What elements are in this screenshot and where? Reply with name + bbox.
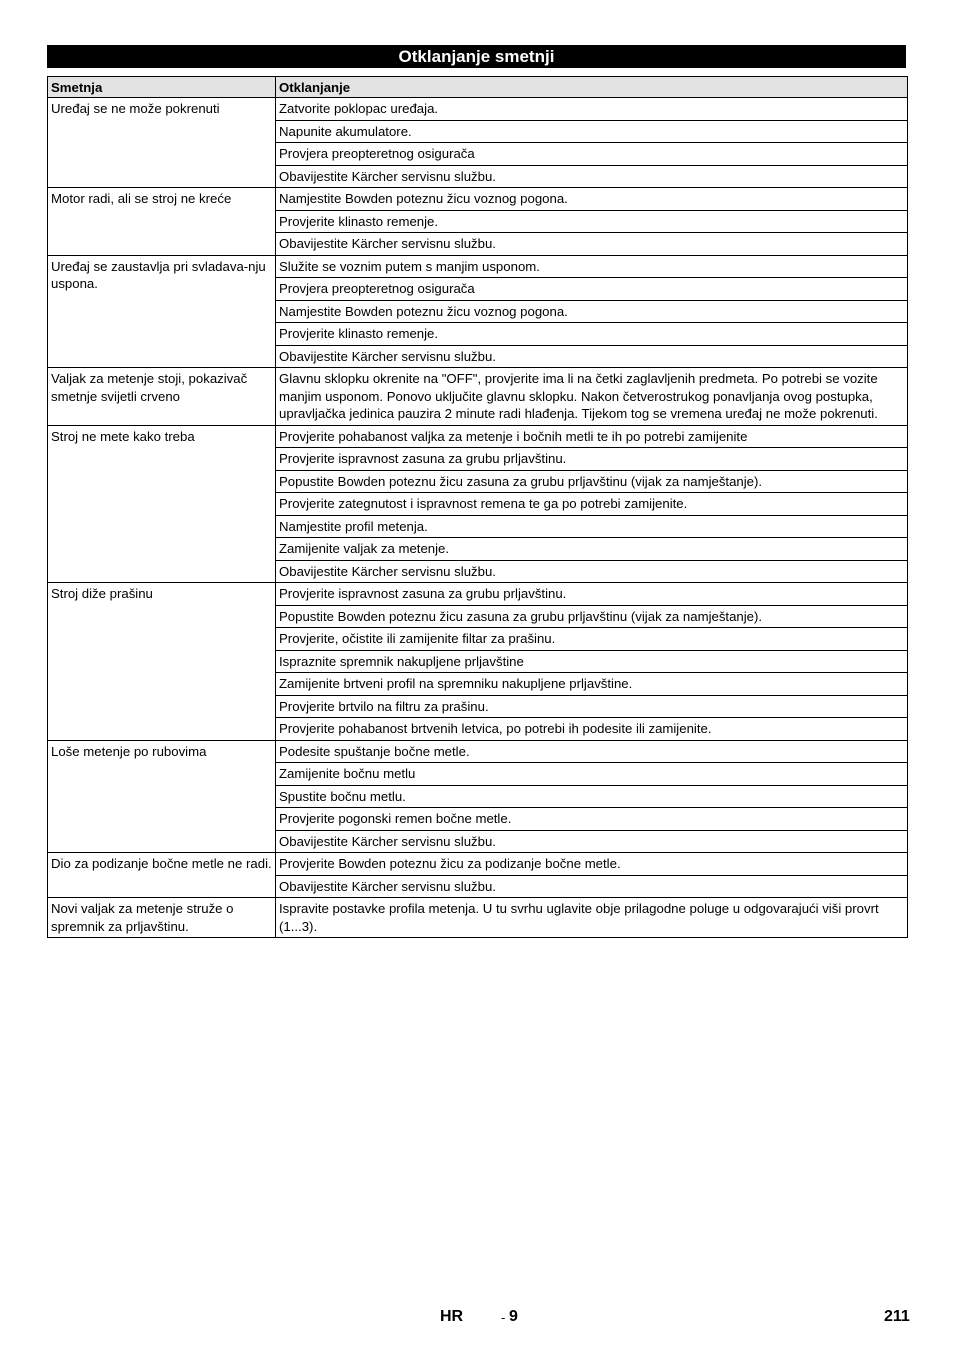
remedy-cell: Provjerite Bowden poteznu žicu za podizanje bočne metle.	[276, 853, 908, 876]
remedy-cell: Obavijestite Kärcher servisnu službu.	[276, 875, 908, 898]
fault-cell: Stroj ne mete kako treba	[48, 425, 276, 583]
table-row	[48, 583, 908, 606]
remedy-cell: Podesite spuštanje bočne metle.	[276, 740, 908, 763]
remedy-cell: Zamijenite valjak za metenje.	[276, 538, 908, 561]
footer-page-number: 211	[884, 1308, 910, 1325]
footer-section-page: 9	[509, 1308, 518, 1325]
remedy-cell: Provjerite brtvilo na filtru za prašinu.	[276, 695, 908, 718]
remedy-cell: Provjerite pogonski remen bočne metle.	[276, 808, 908, 831]
remedy-cell: Obavijestite Kärcher servisnu službu.	[276, 345, 908, 368]
remedy-cell: Provjerite ispravnost zasuna za grubu prljavštinu.	[276, 583, 908, 606]
table-row	[48, 740, 908, 763]
footer-separator: -	[501, 1310, 506, 1325]
fault-cell: Novi valjak za metenje struže o spremnik za prljavštinu.	[48, 898, 276, 938]
fault-cell: Stroj diže prašinu	[48, 583, 276, 741]
remedy-cell: Glavnu sklopku okrenite na "OFF", provjerite ima li na četki zaglavljenih predmeta. Po potrebi se vozite manjim usponom. Ponovo uključite glavnu sklopku. Nakon četverostrukog ponavljanja ovog postupka, upravljačka jedinica pauzira 2 minute radi hlađenja. Tijekom tog se vremena uređaj ne može pokrenuti.	[276, 368, 908, 426]
remedy-cell: Provjerite pohabanost valjka za metenje i bočnih metli te ih po potrebi zamijenite	[276, 425, 908, 448]
remedy-cell: Ispraznite spremnik nakupljene prljavštine	[276, 650, 908, 673]
remedy-cell: Provjera preopteretnog osigurača	[276, 278, 908, 301]
remedy-cell: Provjerite zategnutost i ispravnost remena te ga po potrebi zamijenite.	[276, 493, 908, 516]
troubleshooting-table	[47, 76, 908, 938]
remedy-cell: Popustite Bowden poteznu žicu zasuna za grubu prljavštinu (vijak za namještanje).	[276, 470, 908, 493]
fault-cell: Uređaj se zaustavlja pri svladava-nju uspona.	[48, 255, 276, 368]
remedy-cell: Namjestite Bowden poteznu žicu voznog pogona.	[276, 300, 908, 323]
fault-cell: Motor radi, ali se stroj ne kreće	[48, 188, 276, 256]
remedy-cell: Zamijenite bočnu metlu	[276, 763, 908, 786]
table-row	[48, 368, 908, 426]
remedy-cell: Obavijestite Kärcher servisnu službu.	[276, 233, 908, 256]
table-row	[48, 188, 908, 211]
remedy-cell: Provjerite ispravnost zasuna za grubu prljavštinu.	[276, 448, 908, 471]
remedy-cell: Namjestite profil metenja.	[276, 515, 908, 538]
remedy-cell: Zamijenite brtveni profil na spremniku nakupljene prljavštine.	[276, 673, 908, 696]
table-row	[48, 255, 908, 278]
remedy-cell: Spustite bočnu metlu.	[276, 785, 908, 808]
fault-cell: Loše metenje po rubovima	[48, 740, 276, 853]
table-row	[48, 898, 908, 938]
remedy-cell: Provjerite klinasto remenje.	[276, 210, 908, 233]
remedy-cell: Napunite akumulatore.	[276, 120, 908, 143]
remedy-cell: Popustite Bowden poteznu žicu zasuna za grubu prljavštinu (vijak za namještanje).	[276, 605, 908, 628]
table-body	[48, 98, 908, 938]
table-row	[48, 98, 908, 121]
fault-cell: Valjak za metenje stoji, pokazivač smetnje svijetli crveno	[48, 368, 276, 426]
table-row	[48, 425, 908, 448]
page-title: Otklanjanje smetnji	[47, 45, 906, 68]
fault-cell: Dio za podizanje bočne metle ne radi.	[48, 853, 276, 898]
remedy-cell: Namjestite Bowden poteznu žicu voznog pogona.	[276, 188, 908, 211]
remedy-cell: Provjerite klinasto remenje.	[276, 323, 908, 346]
fault-cell: Uređaj se ne može pokrenuti	[48, 98, 276, 188]
remedy-cell: Obavijestite Kärcher servisnu službu.	[276, 560, 908, 583]
remedy-cell: Ispravite postavke profila metenja. U tu svrhu uglavite obje prilagodne poluge u odgovarajući viši provrt (1...3).	[276, 898, 908, 938]
remedy-cell: Provjerite pohabanost brtvenih letvica, po potrebi ih podesite ili zamijenite.	[276, 718, 908, 741]
remedy-cell: Provjera preopteretnog osigurača	[276, 143, 908, 166]
remedy-cell: Zatvorite poklopac uređaja.	[276, 98, 908, 121]
column-header-fault: Smetnja	[48, 77, 276, 98]
table-row	[48, 853, 908, 876]
column-header-remedy: Otklanjanje	[276, 77, 908, 98]
remedy-cell: Provjerite, očistite ili zamijenite filtar za prašinu.	[276, 628, 908, 651]
footer-language: HR	[440, 1308, 464, 1325]
remedy-cell: Obavijestite Kärcher servisnu službu.	[276, 830, 908, 853]
remedy-cell: Obavijestite Kärcher servisnu službu.	[276, 165, 908, 188]
remedy-cell: Služite se voznim putem s manjim usponom.	[276, 255, 908, 278]
table-header-row	[48, 77, 908, 98]
